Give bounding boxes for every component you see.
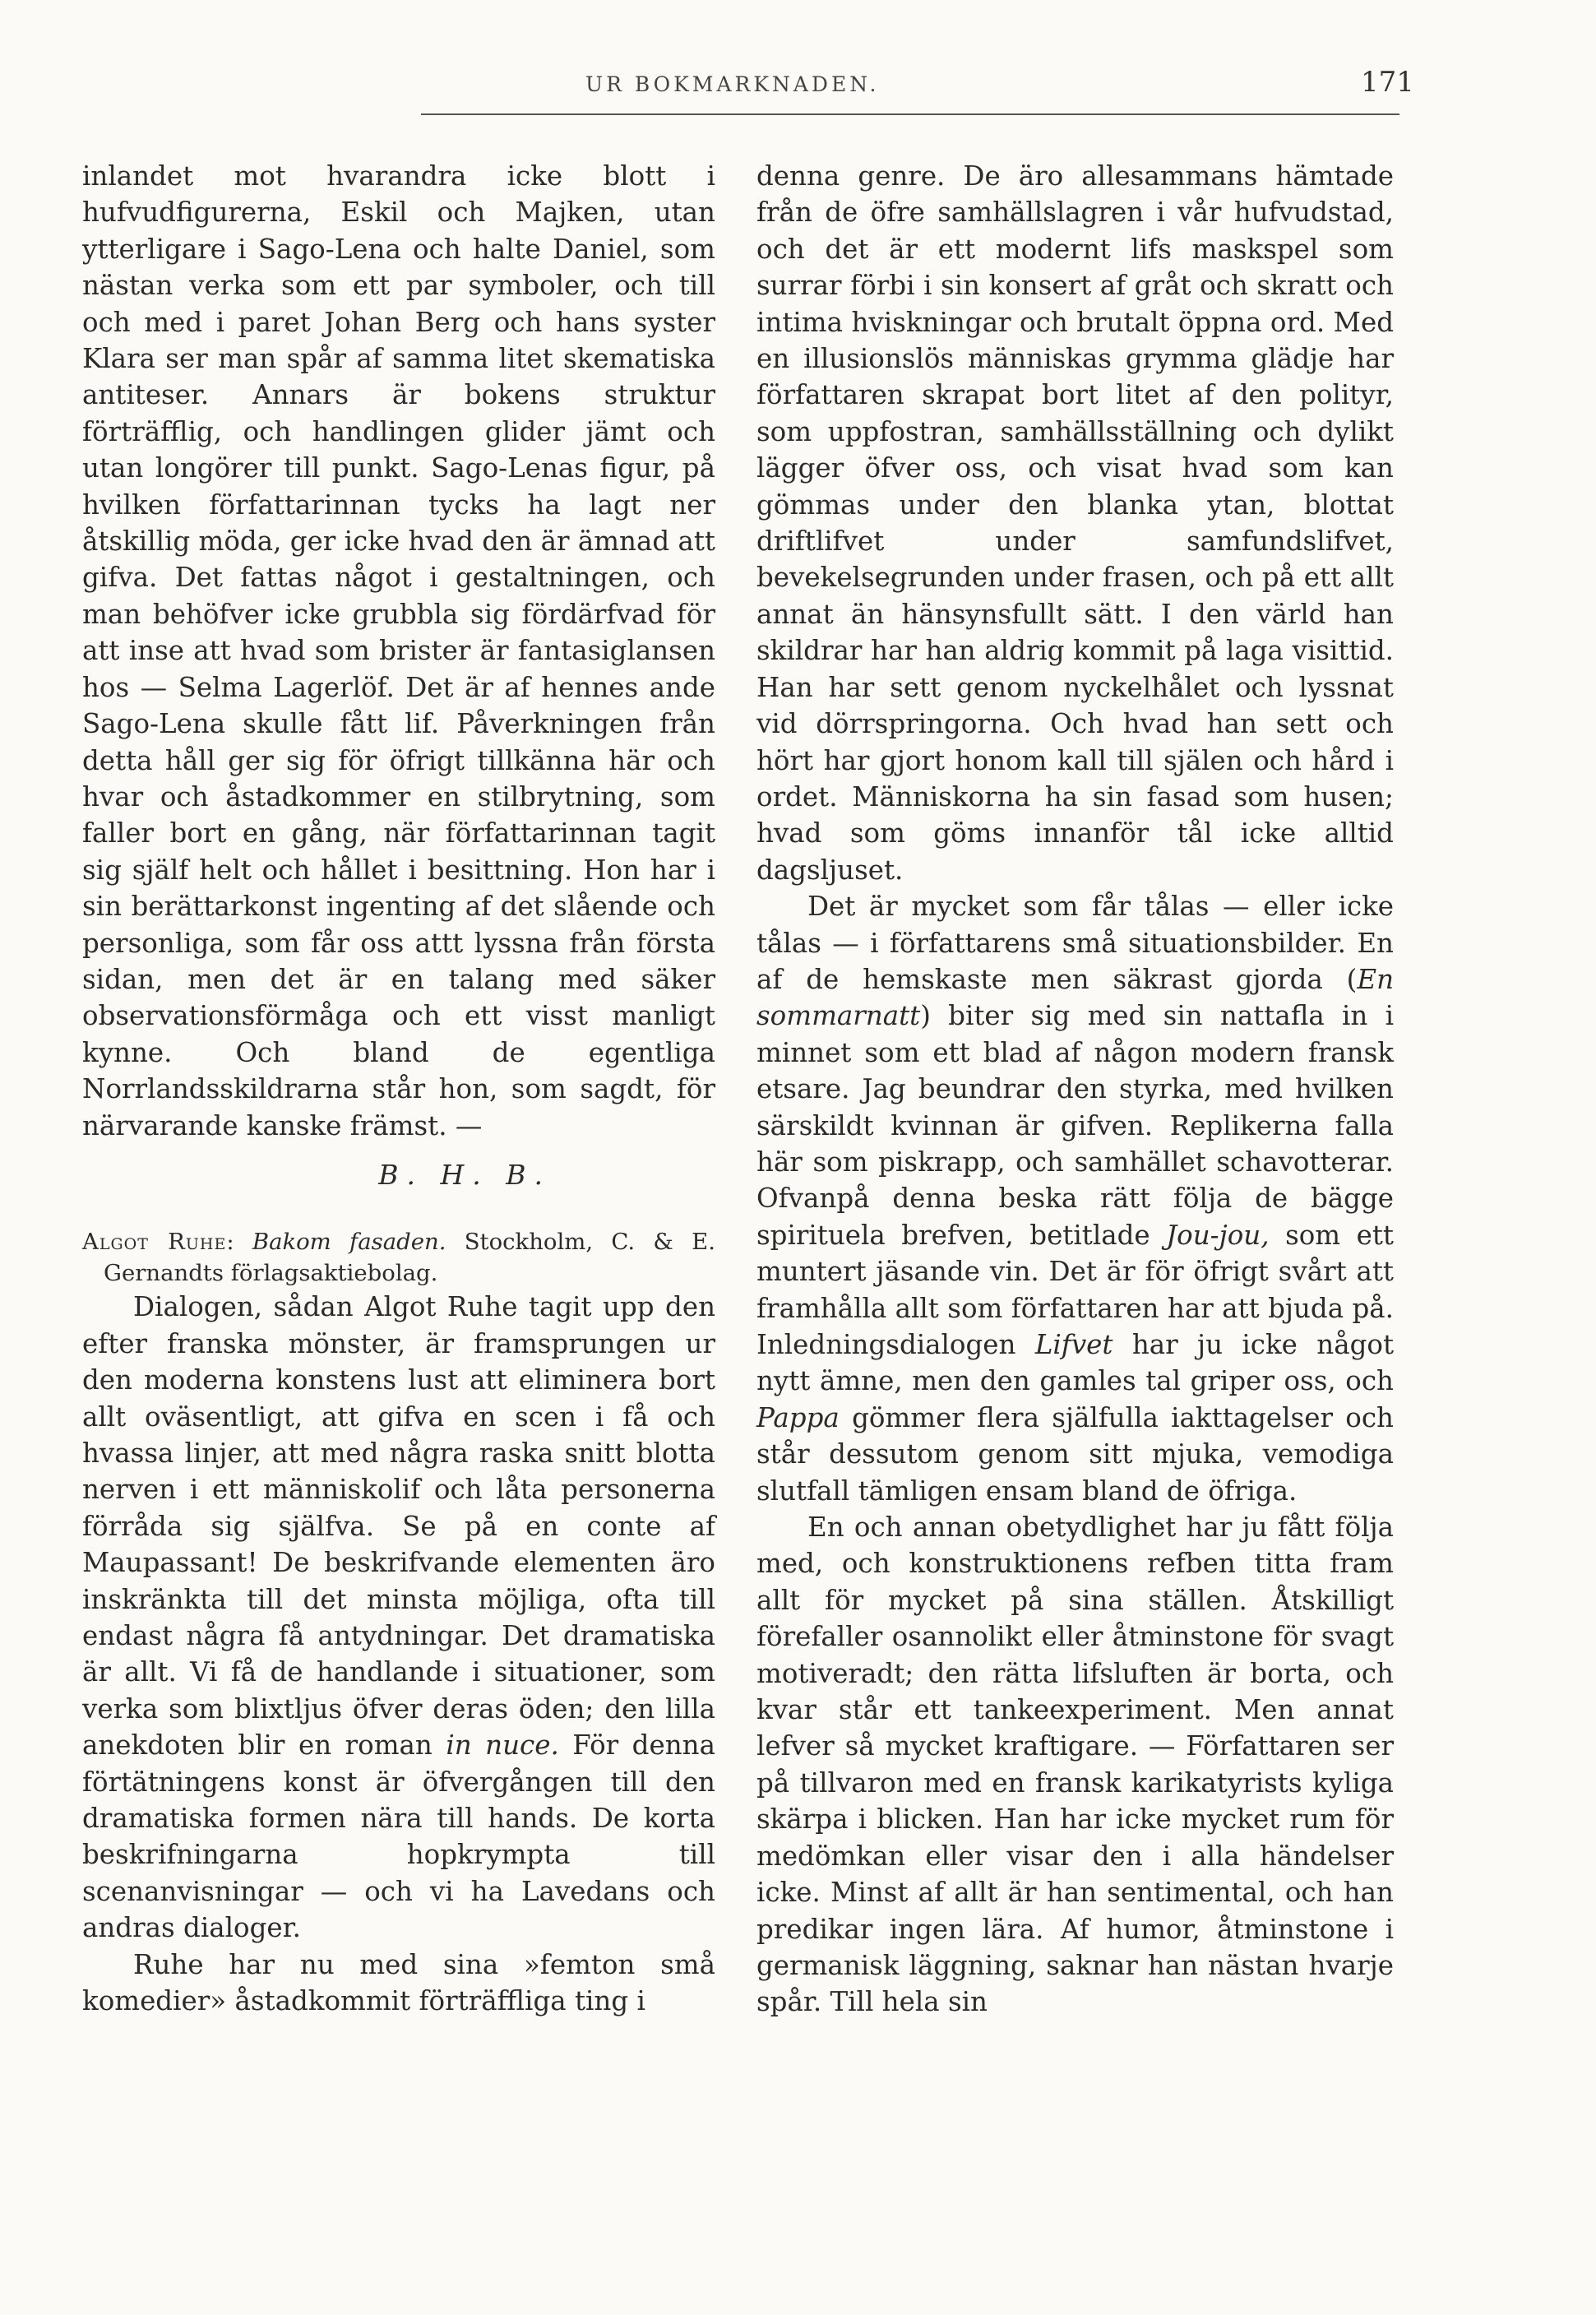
running-title: UR BOKMARKNADEN. [585,72,880,96]
review-author: Algot Ruhe [82,1229,227,1256]
right-column [756,158,1394,2021]
paragraph-text: Det är mycket som får tålas — eller icke tålas — i författarens små situationsbilder. En af de hemskaste men säkrast gjorda ( [756,891,1394,995]
paragraph-text: ) biter sig med sin nattafla in i minnet som ett blad af någon modern fransk etsare. Jag beundrar den styrka, med hvilken särskildt kvinnan är gifven. Replikerna falla här som piskrapp, och samhället schavotterar. Ofvanpå denna beska rätt följa de bägge spirituela brefven, betitlade [756,1000,1394,1251]
page-number: 171 [1361,66,1414,99]
paragraph-text: som ett muntert jäsande vin. Det är för öfrigt svårt att framhålla allt som författaren har att bjuda på. Inledningsdialogen [756,1219,1394,1360]
paragraph-genre: denna genre. De äro allesammans hämtade från de öfre samhällslagren i vår hufvudstad, och det är ett modernt lifs maskspel som surrar förbi i sin konsert af gråt och skratt och intima hviskningar och brutalt öppna ord. Med en illusionslös människas grymma glädje har författaren skrapat bort litet af den polityr, som uppfostran, samhällsställning och dylikt lägger öfver oss, och visat hvad som kan gömmas under den blanka ytan, blottat driftlifvet under samfundslifvet, bevekelsegrunden under frasen, och på ett allt annat än hänsynsfullt sätt. I den värld han skildrar har han aldrig kommit på laga visittid. Han har sett genom nyckelhålet och lyssnat vid dörrspringorna. Och hvad han sett och hört har gjort honom kall till själen och hård i ordet. Människorna ha sin fasad som husen; hvad som göms innanför tål icke alltid dagsljuset. [756,160,1394,886]
italic-phrase: in nuce. [446,1729,559,1762]
paragraph-text: gömmer flera själfulla iakttagelser och står dessutom genom sitt mjuka, vemodiga slutfall tämligen ensam bland de öfriga. [756,1401,1394,1507]
paragraph-continued: inlandet mot hvarandra icke blott i hufvudfigurerna, Eskil och Majken, utan ytterligare i Sago-Lena och halte Daniel, som nästan verka som ett par symboler, och till och med i paret Johan Berg och hans syster Klara ser man spår af samma litet skematiska antiteser. Annars är bokens struktur förträfflig, och handlingen glider jämt och utan longörer till punkt. Sago-Lenas figur, på hvilken författarinnan tycks ha lagt ner åtskillig möda, ger icke hvad den är ämnad att gifva. Det fattas något i gestaltningen, och man behöfver icke grubbla sig fördärfvad för att inse att hvad som brister är fantasiglansen hos — Selma Lagerlöf. Det är af hennes ande Sago-Lena skulle fått lif. Påverkningen från detta håll ger sig för öfrigt tillkänna här och hvar och åstadkommer en stilbrytning, som faller bort en gång, när författarinnan tagit sig själf helt och hållet i besittning. Hon har i sin berättarkonst ingenting af det slående och personliga, som får oss attt lyssna från första sidan, men det är en talang med säker observationsförmåga och ett visst manligt kynne. Och bland de egentliga Norrlandsskildrarna står hon, som sagdt, för närvarande kanske främst. — [82,160,715,1141]
review-publisher: Stockholm, C. & E. Gernandts förlagsaktiebolag. [104,1229,715,1287]
paragraph-ruhe: Ruhe har nu med sina »femton små komedier» åstadkommit förträffliga ting i [82,1948,715,2017]
paragraph-text: har ju icke något nytt ämne, men den gamles tal griper oss, och [756,1329,1395,1397]
work-title: Lifvet [1034,1329,1113,1360]
work-title: En sommarnatt [756,963,1394,1032]
left-column [82,158,715,2020]
paragraph-text: För denna förtätningens konst är öfvergången till den dramatiska formen nära till hands. De korta beskrifningarna hopkrympta till scenanvisningar — och vi ha Lavedans och andras dialoger. [82,1729,715,1944]
paragraph-dialogue [82,1289,715,1946]
work-title: Pappa [756,1401,840,1433]
signature: B. H. B. [378,1158,551,1191]
review-colon: : [226,1229,252,1256]
work-title: Jou-jou, [1166,1219,1270,1251]
paragraph-critique: En och annan obetydlighet har ju fått följa med, och konstruktionens refben titta fram allt för mycket på sina ställen. Åtskilligt förefaller osannolikt eller åtminstone för svagt motiveradt; den rätta lifsluften är borta, och kvar står ett tankeexperiment. Men annat lefver så mycket kraftigare. — Författaren ser på tillvaron med en fransk karikatyrists kyliga skärpa i blicken. Han har icke mycket rum för medömkan eller visar den i alla händelser icke. Minst af allt är han sentimental, och han predikar ingen lära. Af humor, åtminstone i germanisk läggning, saknar han nästan hvarje spår. Till hela sin [756,1512,1394,2018]
paragraph-situations [756,888,1394,1509]
paragraph-text: Dialogen, sådan Algot Ruhe tagit upp den efter franska mönster, är framsprungen ur den moderna konstens lust att eliminera bort allt oväsentligt, att gifva en scen i få och hvassa linjer, att med några raska snitt blotta nerven i ett människolif och låta personerna förråda sig själfva. Se på en conte af Maupassant! De beskrifvande elementen äro inskränkta till det minsta möjliga, ofta till endast några få antydningar. Det dramatiska är allt. Vi få de handlande i situationer, som verka som blixtljus öfver deras öden; den lilla anekdoten blir en roman [82,1291,715,1762]
review-title: Bakom fasaden. [252,1229,446,1256]
header-rule [421,113,1399,115]
review-heading [82,1226,715,1289]
